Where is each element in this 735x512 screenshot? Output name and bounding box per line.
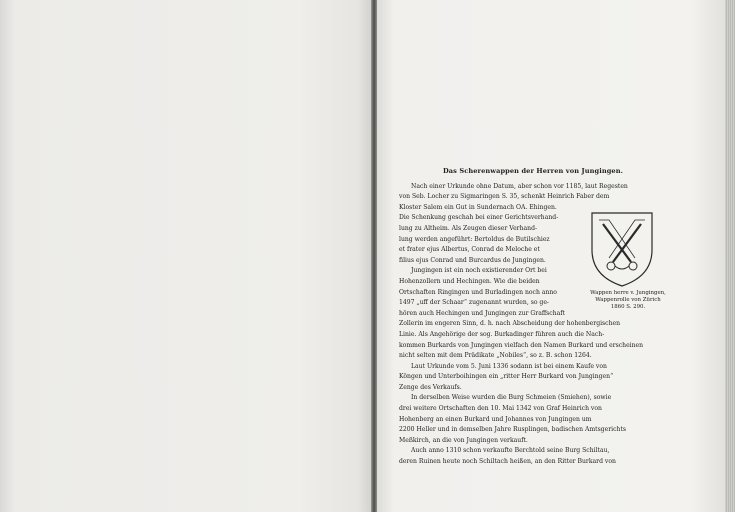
text-line: nicht selten mit dem Prädikate „Nobiles“, so z. B. schon 1264. (399, 352, 592, 360)
text-line: 2200 Heller und in demselben Jahre Rusplingen, badischen Amtsgerichts (399, 426, 627, 434)
text-line: Meßkirch, an die von Jungingen verkauft. (399, 436, 528, 444)
text-line: hören auch Hechingen und Jungingen zur Graffschaft (399, 309, 565, 317)
text-line: Die Schenkung geschah bei einer Gerichtsverhand- (399, 214, 559, 222)
caption-line: Wappen herre v. Jungingen, (590, 290, 666, 296)
text-line: Köngen und Unterboihingen ein „ritter Herr Burkard von Jungingen“ (399, 373, 614, 381)
text-line: lung zu Altheim. Als Zeugen dieser Verhand- (399, 224, 538, 232)
text-line: et frater ejus Albertus, Conrad de Meloche et (399, 246, 540, 254)
caption-line: Wappenrolle von Zürich (595, 297, 661, 303)
page-title: Das Scherenwappen der Herren von Jungingen. (442, 167, 624, 175)
text-line: filius ejus Conrad und Burcardus de Jungingen. (399, 256, 546, 264)
text-line: lung werden angeführt: Bertoldus de Butilschiez (399, 235, 550, 243)
text-line: Jungingen ist ein noch existierender Ort bei (411, 267, 547, 275)
text-line: Zenge des Verkaufs. (399, 383, 462, 391)
text-line: Nach einer Urkunde ohne Datum, aber schon vor 1185, laut Regesten (411, 182, 628, 190)
text-line: Zollerin im engeren Sinn, d. h. nach Abscheidung der hohenbergischen (399, 320, 621, 328)
paragraph-5 (399, 446, 667, 467)
text-line: 1497 „uff der Schaar“ zugenannt wurden, so ge- (399, 299, 549, 307)
paragraph-4 (399, 393, 667, 446)
text-line: Linie. Als Angehörige der sog. Burkadinger führen auch die Nach- (399, 330, 605, 338)
text-line: drei weitere Ortschaften den 10. Mai 1342 von Graf Heinrich von (399, 405, 602, 413)
text-line: Kloster Salem ein Gut in Sundernach OA. Ehingen. (399, 203, 557, 211)
text-line: kommen Burkards von Jungingen vielfach den Namen Burkard und erscheinen (399, 341, 644, 349)
page-edges (725, 0, 735, 512)
paragraph-3 (399, 362, 667, 394)
caption-line: 1860 S. 290. (610, 304, 646, 310)
text-line: Hohenberg an einen Burkard und Johannes von Jungingen um (399, 415, 592, 423)
text-line: Hohenzollern und Hechingen. Wie die beiden (399, 277, 540, 285)
shield-with-shears-icon (589, 210, 655, 288)
text-line: Auch anno 1310 schon verkaufte Berchtold seine Burg Schiltau, (411, 447, 610, 455)
text-line: deren Ruinen heute noch Schiltach heißen, an den Ritter Burkard von (399, 458, 616, 466)
text-line: Ortschaften Ringingen und Burladingen noch anno (399, 288, 557, 296)
text-line: Laut Urkunde vom 5. Juni 1336 sodann ist bei einem Kaufe von (411, 362, 607, 370)
text-line: In derselben Weise wurden die Burg Schmeien (Smiehen), sowie (411, 394, 612, 402)
figure-caption (583, 290, 673, 311)
coat-of-arms-figure (583, 210, 669, 320)
text-line: von Seb. Locher zu Sigmaringen S. 35, schenkt Heinrich Faber dem (399, 193, 610, 201)
